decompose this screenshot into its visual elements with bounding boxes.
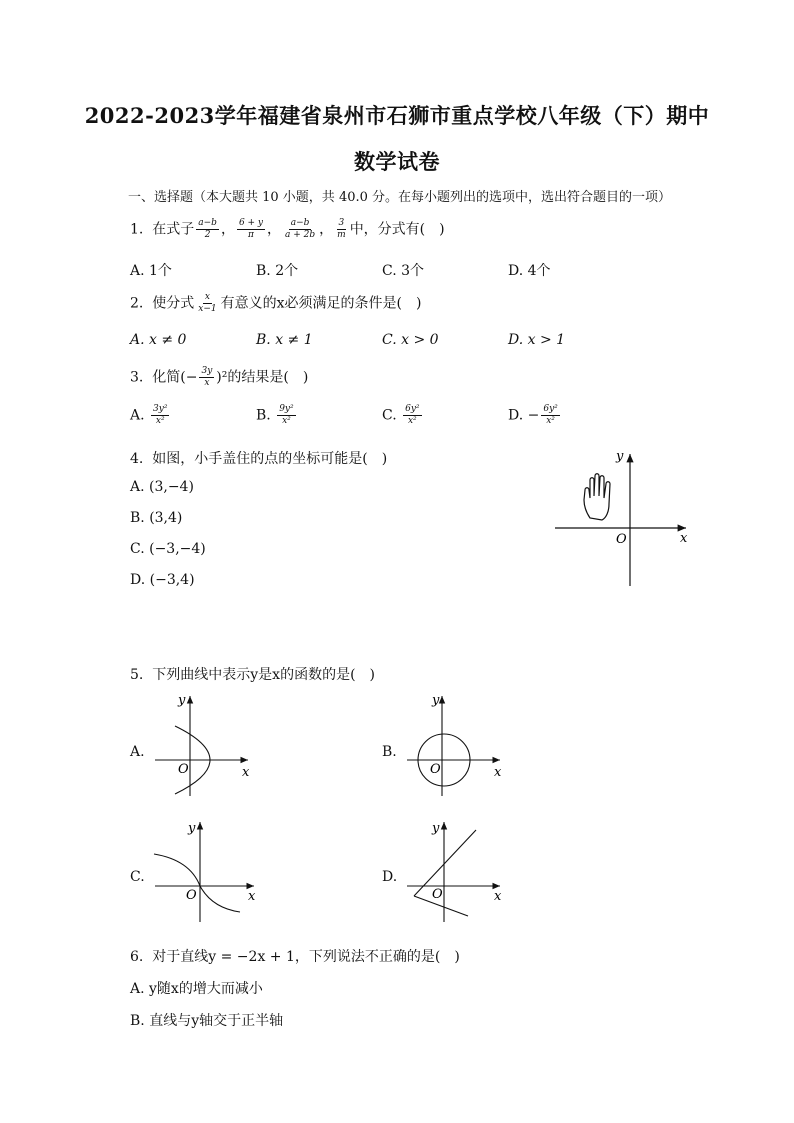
page-title: 2022-2023学年福建省泉州市石狮市重点学校八年级（下）期中 xyxy=(84,103,710,128)
question-text: 有意义的x必须满足的条件是( ) xyxy=(220,295,422,312)
y-axis-label: y xyxy=(188,821,196,836)
question-text: 下列曲线中表示y是x的函数的是( ) xyxy=(152,667,375,683)
origin-label: O xyxy=(432,887,443,902)
graph-a xyxy=(150,690,260,800)
question-number: 4. xyxy=(130,451,144,467)
question-1: 1. 在式子 $\frac{a-b}{2}$ ， $\frac{6 + y}{\pi}$ ， $\frac{a-b}{a + 2b}$ ， $\frac{3}{m}$ 中，分式有( ) xyxy=(130,218,445,240)
origin-label: O xyxy=(186,888,197,903)
fraction: $\frac{x}{x-1}$ xyxy=(198,292,217,314)
option-a: A. x ≠ 0 xyxy=(130,332,187,348)
question-2 xyxy=(130,292,421,315)
question-6 xyxy=(130,946,460,966)
question-number: 3. xyxy=(130,369,144,386)
question-number: 1. xyxy=(130,221,144,238)
page-subtitle: 数学试卷 xyxy=(354,149,440,174)
option-a: A. xyxy=(130,744,145,760)
question-text: 中，分式有( ) xyxy=(349,221,445,238)
fraction: $\frac{6 + y}{\pi}$ xyxy=(238,218,264,240)
option-b: B. x ≠ 1 xyxy=(256,332,313,348)
x-axis-label: x xyxy=(242,765,250,780)
option-b: B. 直线与y轴交于正半轴 xyxy=(130,1013,284,1029)
option-b: B. $\frac{\text{9y²}}{\text{x²}}$ xyxy=(256,404,294,426)
fraction: $\frac{a-b}{a + 2b}$ xyxy=(285,218,316,240)
question-number: 6. xyxy=(130,949,144,965)
question-text: 化简(− xyxy=(152,369,198,386)
y-axis-label: y xyxy=(432,821,440,836)
option-c: C. x > 0 xyxy=(382,332,439,348)
origin-label: O xyxy=(178,762,189,777)
graph-c xyxy=(150,816,265,926)
question-number: 2. xyxy=(130,295,144,312)
option-c: C. 3个 xyxy=(382,263,425,279)
question-text: )²的结果是( ) xyxy=(216,369,309,386)
option-d: D. (−3,4) xyxy=(130,572,195,588)
option-d: D. x > 1 xyxy=(508,332,566,348)
option-c: C. $\frac{\text{6y²}}{\text{x²}}$ xyxy=(382,404,420,426)
fraction: $\frac{3}{m}$ xyxy=(337,218,346,240)
y-axis-label: y xyxy=(616,449,624,464)
option-d: D. xyxy=(382,869,398,885)
x-axis-label: x xyxy=(494,765,502,780)
question-text: 如图，小手盖住的点的坐标可能是( ) xyxy=(152,451,388,467)
q4-coordinate-figure xyxy=(550,446,700,591)
option-c: C. xyxy=(130,869,145,885)
option-d: D. − $\frac{\text{6y²}}{\text{x²}}$ xyxy=(508,404,558,426)
question-text: 对于直线y = −2x + 1，下列说法不正确的是( ) xyxy=(152,949,460,965)
option-a: A. (3,−4) xyxy=(130,479,194,495)
y-axis-label: y xyxy=(432,693,440,708)
question-number: 5. xyxy=(130,667,144,683)
option-b: B. xyxy=(382,744,397,760)
x-axis-label: x xyxy=(680,531,688,546)
question-3 xyxy=(130,366,308,389)
option-b: B. 2个 xyxy=(256,263,299,279)
option-b: B. (3,4) xyxy=(130,510,183,526)
question-text: 使分式 xyxy=(152,295,195,312)
option-a: A. y随x的增大而减小 xyxy=(130,981,263,997)
origin-label: O xyxy=(616,532,627,547)
option-a: A. $\frac{\text{3y²}}{\text{x²}}$ xyxy=(130,404,168,426)
question-5 xyxy=(130,664,375,684)
y-axis-label: y xyxy=(178,693,186,708)
origin-label: O xyxy=(430,762,441,777)
question-text: 在式子 xyxy=(152,221,195,238)
option-d: D. 4个 xyxy=(508,263,551,279)
x-axis-label: x xyxy=(248,889,256,904)
graph-b xyxy=(402,690,512,800)
question-4 xyxy=(130,448,387,468)
section-header: 一、选择题（本大题共 10 小题，共 40.0 分。在每小题列出的选项中，选出符合题目的一项） xyxy=(128,190,672,205)
option-c: C. (−3,−4) xyxy=(130,541,206,557)
option-a: A. 1个 xyxy=(130,263,172,279)
hand-icon xyxy=(584,474,610,520)
graph-d xyxy=(402,816,512,926)
fraction: $\frac{3y}{x}$ xyxy=(201,366,213,388)
x-axis-label: x xyxy=(494,889,502,904)
fraction: $\frac{a-b}{2}$ xyxy=(198,218,217,240)
